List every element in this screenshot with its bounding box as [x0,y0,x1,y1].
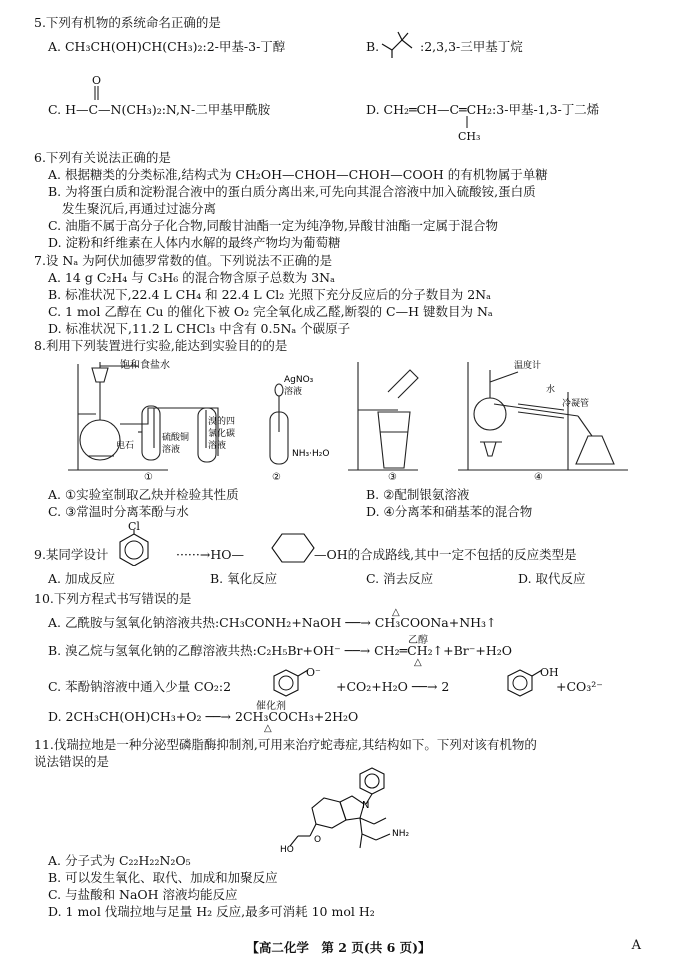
q10-option-c-mid: +CO₂+H₂O ──→ 2 [336,679,450,694]
label-cuso4: 硫酸铜 [162,433,190,443]
q10-option-d: D. 2CH₃CH(OH)CH₃+O₂ ──→ 2CH₃COCH₃+2H₂O [48,709,359,724]
q8-apparatus-figure [58,352,638,482]
svg-text:溶液: 溶液 [284,387,303,397]
q5-option-b-name: :2,3,3-三甲基丁烷 [420,39,523,54]
q5-option-d: D. CH₂═CH—C═CH₂:3-甲基-1,3-丁二烯 [366,102,600,117]
paper-version: A [631,938,641,953]
q10-b-condition-top: 乙醇 [408,635,428,646]
q9-option-c: C. 消去反应 [366,571,434,586]
label-condenser: 冷凝管 [562,399,590,409]
q6-stem: 6.下列有关说法正确的是 [34,150,171,165]
label-br2-ccl4: 溴的四 [208,417,236,427]
label-calcium-carbide: 电石 [116,441,135,451]
q5-c-double-bond [94,86,100,100]
q6-option-d: D. 淀粉和纤维素在人体内水解的最终产物均为葡萄糖 [48,235,341,250]
q11-option-a: A. 分子式为 C₂₂H₂₂N₂O₅ [48,853,191,868]
q7-option-b: B. 标准状况下,22.4 L CH₄ 和 22.4 L Cl₂ 光照下充分反应后的分子数目为 2Nₐ [48,287,491,302]
q7-option-c: C. 1 mol 乙醇在 Cu 的催化下被 O₂ 完全氧化成乙醛,断裂的 C—H 键数目为 Nₐ [48,304,493,319]
q10-option-c-post: +CO₃²⁻ [556,679,603,694]
q5-d-methyl: CH₃ [458,130,481,143]
label-agno3: AgNO₃ [284,375,314,385]
q10-stem: 10.下列方程式书写错误的是 [34,591,192,606]
q8-stem: 8.利用下列装置进行实验,能达到实验目的的是 [34,338,288,353]
label-ho: HO [280,845,294,854]
page-footer: 【高二化学 第 2 页(共 6 页)】 [246,940,431,955]
q11-stem-line2: 说法错误的是 [34,754,110,769]
label-o: O [314,835,322,845]
label-nh3-water: NH₃·H₂O [292,449,330,459]
q11-option-d: D. 1 mol 伐瑞拉地与足量 H₂ 反应,最多可消耗 10 mol H₂ [48,904,375,919]
q11-stem-line1: 11.伐瑞拉地是一种分泌型磷脂酶抑制剂,可用来治疗蛇毒症,其结构如下。下列对该有机物的 [34,737,537,752]
q6-option-b-line2: 发生聚沉后,再通过过滤分离 [62,201,216,216]
q7-stem: 7.设 Nₐ 为阿伏加德罗常数的值。下列说法不正确的是 [34,253,333,268]
label-setup-2: ② [272,472,281,482]
q7-option-d: D. 标准状况下,11.2 L CHCl₃ 中含有 0.5Nₐ 个碳原子 [48,321,351,336]
q6-option-a: A. 根据糖类的分类标准,结构式为 CH₂OH—CHOH—CHOH—COOH 的有机物属于单糖 [48,167,548,182]
q10-d-condition-top: 催化剂 [256,701,286,712]
q9-option-d: D. 取代反应 [518,571,586,586]
svg-text:溶液: 溶液 [208,441,227,451]
q8-option-b: B. ②配制银氨溶液 [366,487,470,502]
svg-text:氯化碳: 氯化碳 [208,429,236,439]
q11-option-c: C. 与盐酸和 NaOH 溶液均能反应 [48,887,238,902]
label-n: N [362,800,370,811]
q8-option-c: C. ③常温时分离苯酚与水 [48,504,189,519]
q10-d-condition-bottom: △ [264,723,272,734]
q8-option-a: A. ①实验室制取乙炔并检验其性质 [48,487,239,502]
q10-option-b: B. 溴乙烷与氢氧化钠的乙醇溶液共热:C₂H₅Br+OH⁻ ──→ CH₂═CH₂↑+Br⁻+H₂O [48,643,513,658]
q9-stem-post: —OH的合成路线,其中一定不包括的反应类型是 [314,547,577,562]
q7-option-a: A. 14 g C₂H₄ 与 C₃H₆ 的混合物含原子总数为 3Nₐ [48,270,335,285]
label-setup-1: ① [144,472,153,482]
q10-a-condition: △ [392,607,400,618]
label-saturated-brine: 饱和食盐水 [120,360,170,371]
label-setup-4: ④ [534,472,543,482]
label-setup-3: ③ [388,472,397,482]
q5-option-b-prefix: B. [366,39,380,54]
svg-text:溶液: 溶液 [162,445,181,455]
q10-option-a: A. 乙酰胺与氢氧化钠溶液共热:CH₃CONH₂+NaOH ──→ CH₃COONa+NH₃↑ [48,615,497,630]
q9-arrow: ······→HO— [176,547,244,562]
q8-option-d: D. ④分离苯和硝基苯的混合物 [366,504,533,519]
q5-option-a: A. CH₃CH(OH)CH(CH₃)₂:2-甲基-3-丁醇 [48,39,286,54]
q9-option-b: B. 氧化反应 [210,571,278,586]
q10-c-phenol: OH [540,666,559,679]
q9-option-a: A. 加成反应 [48,571,115,586]
q6-option-b-line1: B. 为将蛋白质和淀粉混合液中的蛋白质分离出来,可先向其混合溶液中加入硫酸铵,蛋白质 [48,184,536,199]
q10-b-condition-bottom: △ [414,657,422,668]
q5-c-oxygen: O [92,74,102,87]
q9-stem-pre: 9.某同学设计 [34,547,109,562]
q5-d-bond [465,116,469,128]
label-thermometer: 温度计 [514,361,542,371]
q6-option-c: C. 油脂不属于高分子化合物,同酸甘油酯一定为纯净物,异酸甘油酯一定属于混合物 [48,218,499,233]
label-nh2: NH₂ [392,829,410,839]
q5-stem: 5.下列有机物的系统命名正确的是 [34,15,221,30]
label-water: 水 [546,385,556,395]
q9-cl-label: Cl [128,520,140,533]
q11-option-b: B. 可以发生氧化、取代、加成和加聚反应 [48,870,278,885]
varespladib-structure [280,762,440,854]
q5-option-c: C. H—C—N(CH₃)₂:N,N-二甲基甲酰胺 [48,102,271,117]
chlorobenzene-ring-icon [116,530,156,566]
q10-option-c-pre: C. 苯酚钠溶液中通入少量 CO₂:2 [48,679,232,694]
q10-c-phenoxide: O⁻ [306,666,321,679]
cyclohexane-ring-icon [270,530,316,566]
q5-b-skeleton [380,30,420,60]
